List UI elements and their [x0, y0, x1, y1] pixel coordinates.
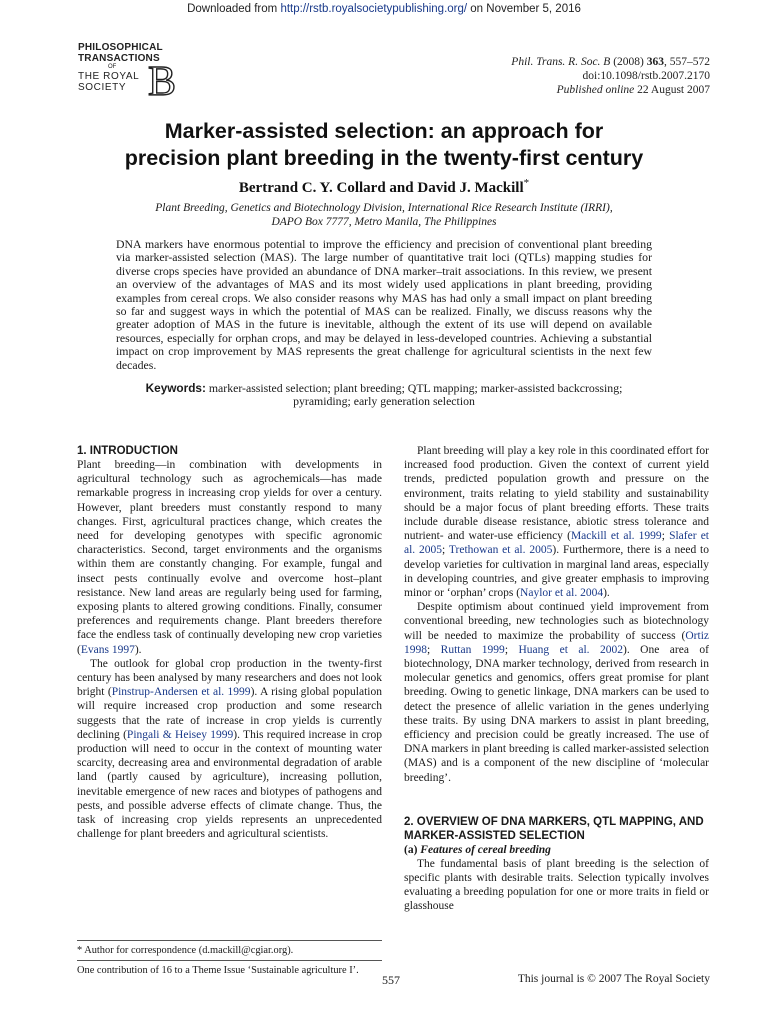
text-run: ; — [504, 643, 519, 656]
logo-line-of: OF — [108, 64, 117, 70]
ref-link[interactable]: Mackill et al. 1999 — [570, 530, 662, 543]
text-run: ). This required increase in crop production will need to occur in the context of mounting water scarcity, decreasing area and environmental degradation of arable land (partly caused by agriculture), increasing pollution, inevitable emergence of new races and biotypes of pathogens and pests, and possible adverse effects of climate change. Thus, the task of increasing crop yields represents an unprecedented challenge for plant breeders and agricultural scientists. — [77, 728, 383, 841]
citation-journal: Phil. Trans. R. Soc. B — [511, 56, 611, 68]
citation-volume: 363 — [646, 56, 664, 68]
citation-year: (2008) — [610, 56, 647, 68]
published-date: 22 August 2007 — [634, 84, 710, 96]
logo-line-society: SOCIETY — [78, 82, 127, 93]
affiliation — [0, 201, 768, 229]
ref-link[interactable]: Evans 1997 — [80, 643, 135, 656]
text-run: Despite optimism about continued yield improvement from conventional breeding, new technologies such as biotechnology will be needed to maximize the probability of success ( — [404, 601, 709, 642]
ref-link[interactable]: Pingali & Heisey 1999 — [126, 728, 234, 741]
download-url-link[interactable]: http://rstb.royalsocietypublishing.org/ — [280, 3, 468, 15]
text-run: Plant breeding will play a key role in this coordinated effort for increased food production. Given the context of current yield trends, predicted population growth and pressure on the environment, traits relating to yield stability and sustainability should be a major focus of plant breeding efforts. These traits include durable disease resistance, abiotic stress tolerance and nutrient- and water-use efficiency ( — [404, 445, 709, 543]
text-run: ; — [442, 544, 449, 557]
author-names: Bertrand C. Y. Collard and David J. Mackill — [238, 180, 524, 196]
title-line-2: precision plant breeding in the twenty-first century — [124, 146, 644, 170]
published-label: Published online — [556, 84, 635, 96]
logo-b-letter-icon: B — [148, 59, 177, 105]
keywords-text: marker-assisted selection; plant breeding; QTL mapping; marker-assisted backcrossing; pyramiding; early generation selection — [205, 381, 623, 409]
ref-link[interactable]: Huang et al. 2002 — [518, 643, 624, 656]
text-run: ). Furthermore, there is a need to develop varieties for cultivation in marginal land areas, especially in developing countries, and give greater emphasis to improving minor or ‘orphan’ crops ( — [404, 544, 709, 600]
text-run: Plant breeding—in combination with developments in agricultural technology such as agrochemicals—has made remarkable progress in increasing crop yields for over a century. However, plant breeders must constantly respond to many changes. First, agricultural practices change, which creates the need for developing genotypes with specific agronomic characteristics. Second, target environments and the organisms within them are constantly changing. For example, fungal and insect pests continually evolve and overcome host–plant resistance. New land areas are regularly being used for farming, exposing plants to altered growing conditions. Finally, consumer preferences and requirements change. Plant breeders therefore face the endless task of continually developing new crop varieties ( — [77, 459, 382, 656]
intro-paragraph-2 — [77, 657, 382, 842]
keywords-label: Keywords: — [145, 381, 206, 395]
ref-link[interactable]: Trethowan et al. 2005 — [448, 544, 553, 557]
right-column — [404, 444, 709, 914]
title-line-1: Marker-assisted selection: an approach for — [164, 119, 604, 143]
ref-link[interactable]: Pinstrup-Andersen et al. 1999 — [111, 686, 251, 699]
left-column — [77, 444, 382, 841]
right-paragraph-1 — [404, 444, 709, 600]
page-number: 557 — [382, 973, 400, 987]
copyright-notice: This journal is © 2007 The Royal Society — [517, 973, 710, 985]
authors — [0, 177, 768, 197]
ref-link[interactable]: Slafer et al. 2005 — [404, 530, 709, 557]
ref-link[interactable]: Ruttan 1999 — [440, 643, 505, 656]
abstract: DNA markers have enormous potential to improve the efficiency and precision of conventional plant breeding via marker-assisted selection (MAS). The large number of quantitative trait loci (QTLs) mapping studies for diverse crops species have provided an abundance of DNA marker–trait associations. In this review, we present an overview of the advantages of MAS and its most widely used applications in plant breeding, providing examples from cereal crops. We also consider reasons why MAS has had only a small impact on plant breeding so far and suggest ways in which the potential of MAS can be realized. Finally, we discuss reasons why the greater adoption of MAS in the future is inevitable, although the extent of its use will depend on available resources, especially for orphan crops, and may be delayed in less-developed countries. Achieving a substantial impact on crop improvement by MAS represents the great challenge for agricultural scientists in the next few decades. — [116, 237, 652, 372]
affiliation-line-2: DAPO Box 7777, Metro Manila, The Philippines — [271, 216, 497, 228]
text-run: The outlook for global crop production in the twenty-first century has been analysed by many researchers and does not look bright ( — [77, 657, 382, 699]
right-paragraph-2 — [404, 600, 709, 785]
corresponding-mark[interactable]: * — [523, 177, 530, 189]
text-run: ). A rising global population will require increased crop production and some research suggests that the rate of increase in crop yields is currently declining ( — [77, 686, 382, 741]
citation-line — [511, 55, 710, 69]
citation-pages: , 557–572 — [664, 56, 710, 68]
contribution-footnote: One contribution of 16 to a Theme Issue ‘Sustainable agriculture I’. — [77, 965, 359, 976]
subsection-label: (a) — [404, 843, 421, 856]
download-prefix: Downloaded from — [187, 3, 281, 15]
section-heading-overview: 2. OVERVIEW OF DNA MARKERS, QTL MAPPING, AND MARKER-ASSISTED SELECTION — [404, 815, 704, 842]
affiliation-line-1: Plant Breeding, Genetics and Biotechnology Division, International Rice Research Institute (IRRI), — [155, 202, 613, 214]
logo-line-philosophical: PHILOSOPHICAL — [78, 42, 163, 53]
footnotes — [77, 931, 382, 977]
article-title — [0, 118, 768, 172]
right-paragraph-3: The fundamental basis of plant breeding is the selection of specific plants with desirable traits. Selection typically involves evaluating a breeding population for one or more traits in field or glasshouse — [404, 857, 709, 913]
subsection-heading — [404, 843, 709, 857]
doi: doi:10.1098/rstb.2007.2170 — [582, 70, 710, 82]
section-heading-introduction: 1. INTRODUCTION — [77, 445, 178, 457]
download-banner — [0, 3, 768, 15]
published-line — [511, 83, 710, 97]
download-suffix: on November 5, 2016 — [467, 3, 581, 15]
logo-line-transactions: TRANSACTIONS — [78, 53, 160, 64]
ref-link[interactable]: Naylor et al. 2004 — [520, 587, 604, 600]
text-run: ). — [134, 643, 142, 656]
text-run: ; — [661, 530, 670, 543]
text-run: ). One area of biotechnology, DNA marker technology, derived from research in molecular genetics and genomics, offers great promise for plant breeding. Owing to genetic linkage, DNA markers can be used to detect the presence of allelic variation in the genes underlying these traits. By using DNA markers to assist in plant breeding, efficiency and precision could be greatly increased. The use of DNA markers in plant breeding is called marker-assisted selection (MAS) and is a component of the new discipline of ‘molecular breeding’. — [404, 643, 709, 784]
text-run: ). — [603, 587, 610, 600]
logo-line-the-royal: THE ROYAL — [78, 71, 140, 82]
keywords — [116, 382, 652, 409]
journal-logo — [78, 42, 178, 105]
correspondence-footnote: * Author for correspondence (d.mackill@cgiar.org). — [77, 945, 294, 956]
ref-link[interactable]: Ortiz 1998 — [404, 629, 709, 656]
journal-citation-block — [511, 55, 710, 97]
subsection-title: Features of cereal breeding — [420, 843, 551, 856]
text-run: ; — [427, 643, 441, 656]
intro-paragraph-1 — [77, 458, 382, 657]
